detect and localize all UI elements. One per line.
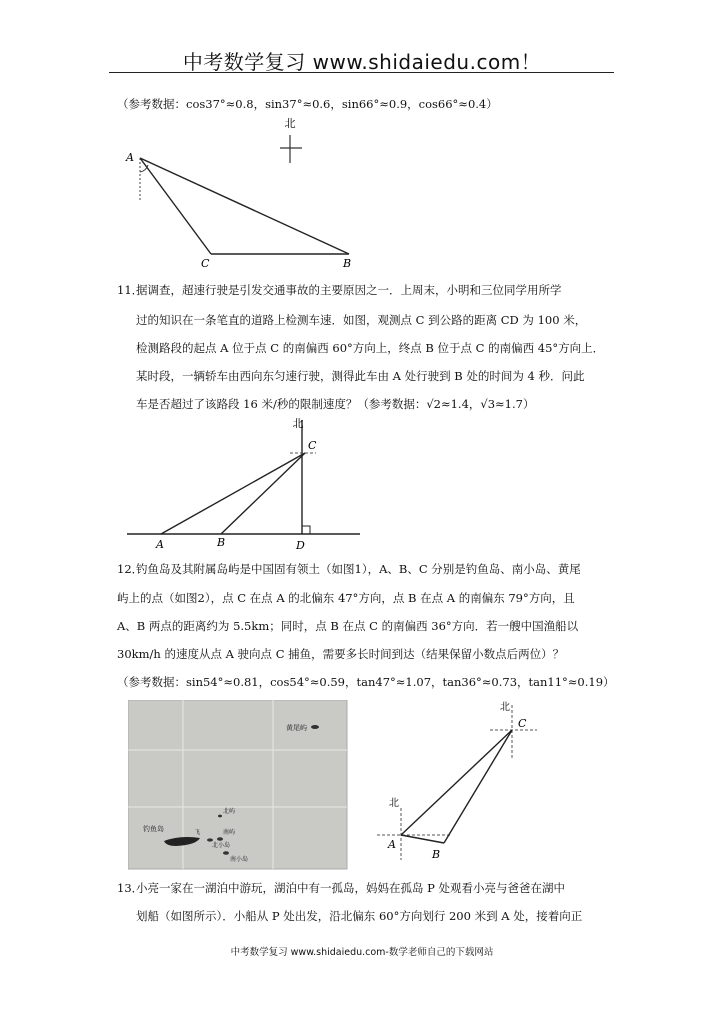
q12-text-line-3: A、B 两点的距离约为 5.5km；同时，点 B 在点 C 的南偏西 36°方向．若一艘中国渔船以 (117, 619, 579, 633)
q10-side-ab (140, 158, 349, 254)
q10-side-ac (140, 158, 211, 254)
q11-text-line-2: 过的知识在一条笔直的道路上检测车速．如图，观测点 C 到公路的距离 CD 为 100 米， (136, 313, 587, 327)
q12-geometry-figure (372, 700, 542, 865)
q10-point-a: A (126, 151, 134, 164)
q10-triangle-figure (120, 115, 360, 275)
q12-line-ac (401, 730, 512, 835)
header-divider (109, 72, 614, 73)
map-label-diaoyu: 钓鱼岛 (143, 825, 164, 833)
q10-reference-data: （参考数据：cos37°≈0.8，sin37°≈0.6，sin66°≈0.9，cos66°≈0.4） (117, 97, 498, 111)
map-label-huangwei: 黄尾屿 (286, 724, 307, 732)
q12-text-line-1: 钓鱼岛及其附属岛屿是中国固有领土（如图1），A、B、C 分别是钓鱼岛、南小岛、黄尾 (136, 562, 581, 576)
q12-island-map (128, 700, 348, 870)
q12-text-line-2: 屿上的点（如图2），点 C 在点 A 的北偏东 47°方向，点 B 在点 A 的南偏东 79°方向，且 (117, 591, 575, 605)
map-label-nanxiaodao: 南小岛 (230, 856, 249, 863)
q12-text-line-4: 30km/h 的速度从点 A 驶向点 C 捕鱼，需要多长时间到达（结果保留小数点后两位）？ (117, 647, 565, 661)
page-header-title: 中考数学复习 www.shidaiedu.com！ (182, 50, 542, 74)
q11-north-label: 北 (292, 417, 304, 430)
q10-north-label: 北 (284, 117, 296, 130)
q13-text-line-1: 小亮一家在一湖泊中游玩，湖泊中有一孤岛，妈妈在孤岛 P 处观看小亮与爸爸在湖中 (136, 881, 566, 895)
q12-line-bc (444, 730, 512, 843)
q12-point-c: C (518, 717, 527, 730)
page-footer: 中考数学复习 www.shidaiedu.com-数学老师自己的下载网站 (230, 947, 494, 958)
q12-number: 12． (117, 562, 144, 576)
q11-right-angle-mark (302, 526, 310, 534)
q13-number: 13． (117, 881, 144, 895)
q12-line-ab (401, 835, 444, 843)
q11-text-line-4: 某时段，一辆轿车由西向东匀速行驶，测得此车由 A 处行驶到 B 处的时间为 4 秒．问此 (136, 369, 585, 383)
map-label-feilai: 飞 (194, 829, 201, 836)
q11-text-line-3: 检测路段的起点 A 位于点 C 的南偏西 60°方向上，终点 B 位于点 C 的南偏西 45°方向上． (136, 341, 605, 355)
q11-text-line-1: 据调查，超速行驶是引发交通事故的主要原因之一．上周末，小明和三位同学用所学 (136, 283, 562, 297)
q10-point-c: C (201, 257, 210, 270)
q11-number: 11． (117, 283, 144, 297)
q11-road-figure (120, 412, 380, 552)
q12-text-line-5: （参考数据：sin54°≈0.81，cos54°≈0.59，tan47°≈1.07，tan36°≈0.73，tan11°≈0.19） (117, 675, 615, 689)
q13-text-line-2: 划船（如图所示）．小船从 P 处出发，沿北偏东 60°方向划行 200 米到 A 处，接着向正 (136, 909, 583, 923)
q12-point-b: B (432, 848, 441, 861)
q11-point-d: D (296, 539, 305, 552)
map-label-beixiaodao: 北小岛 (212, 842, 231, 849)
q12-point-a: A (388, 838, 396, 851)
q11-point-b: B (217, 536, 226, 549)
q12-north-label-a: 北 (389, 798, 399, 809)
q12-north-label-c: 北 (500, 702, 510, 713)
map-label-beiyu: 北屿 (223, 808, 236, 815)
q11-text-line-5: 车是否超过了该路段 16 米/秒的限制速度？（参考数据：√2≈1.4，√3≈1.7） (136, 397, 535, 411)
q10-point-b: B (343, 257, 352, 270)
q11-point-c: C (308, 439, 317, 452)
map-label-nanyu: 南屿 (223, 829, 236, 836)
q11-point-a: A (156, 538, 164, 551)
